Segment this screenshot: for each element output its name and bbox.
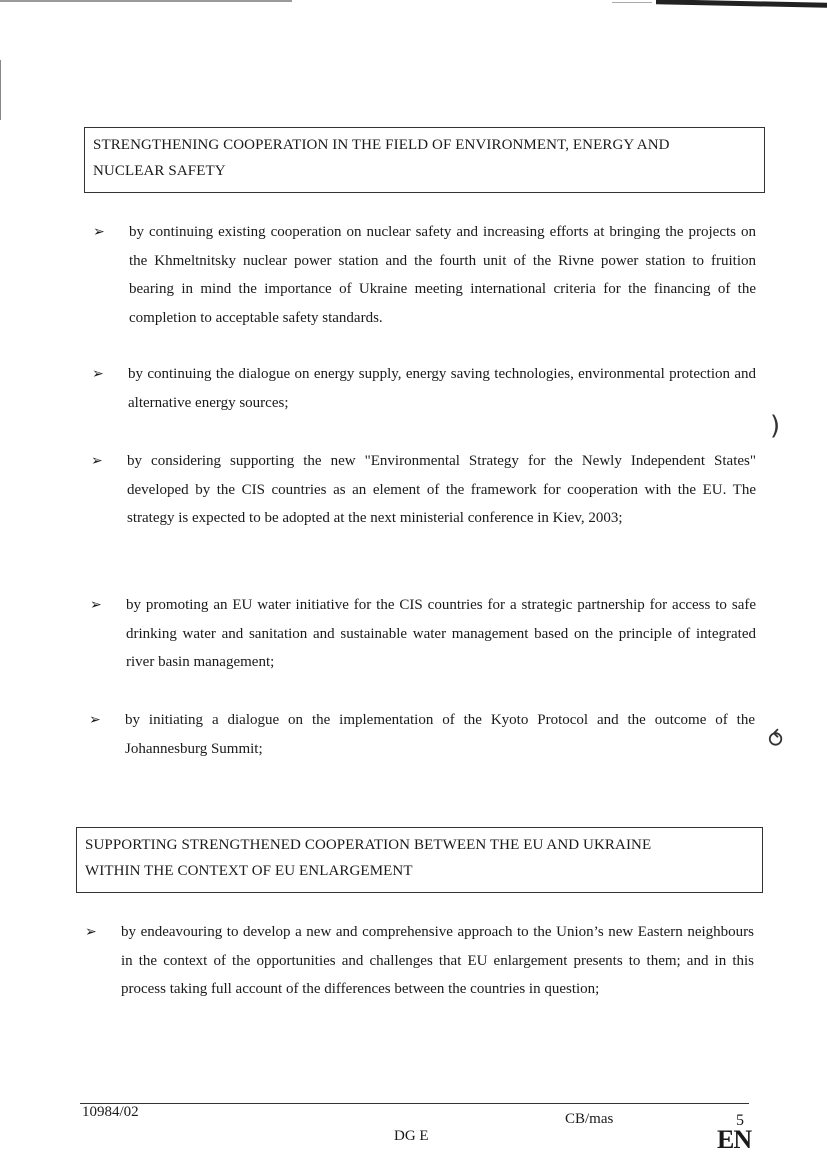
footer-page-number: 5 [736, 1112, 744, 1129]
section-heading-eu-ukraine [76, 827, 763, 893]
arrowhead-bullet-icon: ➢ [91, 453, 103, 469]
list-item-text: by promoting an EU water initiative for the CIS countries for a strategic partnership for access to safe drinking water and sanitation and sustainable water management based on the principle of integrated river basin management; [126, 597, 756, 670]
footer-department: DG E [394, 1128, 429, 1144]
section-heading-line: STRENGTHENING COOPERATION IN THE FIELD OF ENVIRONMENT, ENERGY AND [93, 137, 670, 153]
arrowhead-bullet-icon: ➢ [89, 712, 101, 728]
list-item [85, 918, 754, 1004]
arrowhead-bullet-icon: ➢ [92, 366, 104, 382]
handwritten-mark-icon: ⥀ [768, 728, 784, 753]
list-item-text: by continuing existing cooperation on nuclear safety and increasing efforts at bringing the projects on the Khmeltnitsky nuclear power station and the fourth unit of the Rivne power station to fruition bearing in mind the importance of Ukraine meeting international criteria for the financing of the completion to acceptable safety standards. [129, 224, 756, 326]
footer-initials: CB/mas [565, 1111, 614, 1127]
section-heading-line: NUCLEAR SAFETY [93, 163, 226, 179]
handwritten-mark-icon: ) [770, 411, 781, 441]
footer-language-code: EN [717, 1125, 752, 1154]
list-item-text: by considering supporting the new "Environmental Strategy for the Newly Independent States" developed by the CIS countries as an element of the framework for cooperation with the EU. The strategy is expected to be adopted at the next ministerial conference in Kiev, 2003; [127, 453, 756, 526]
footer-divider [80, 1103, 749, 1104]
list-item-text: by endeavouring to develop a new and comprehensive approach to the Union’s new Eastern neighbours in the context of the opportunities and challenges that EU enlargement presents to them; and in this process taking full account of the differences between the countries in question; [121, 924, 754, 997]
scan-artifact-top-right-thin [612, 2, 652, 3]
list-item [91, 447, 756, 533]
list-item-text: by continuing the dialogue on energy supply, energy saving technologies, environmental protection and alternative energy sources; [128, 366, 756, 411]
section-heading-line: WITHIN THE CONTEXT OF EU ENLARGEMENT [85, 863, 413, 879]
list-item [93, 218, 756, 332]
scan-artifact-top-right [656, 0, 827, 8]
list-item [92, 360, 756, 417]
arrowhead-bullet-icon: ➢ [93, 224, 105, 240]
arrowhead-bullet-icon: ➢ [85, 924, 97, 940]
section-heading-line: SUPPORTING STRENGTHENED COOPERATION BETWEEN THE EU AND UKRAINE [85, 837, 652, 853]
list-item-text: by initiating a dialogue on the implementation of the Kyoto Protocol and the outcome of the Johannesburg Summit; [125, 712, 755, 757]
section-heading-environment-energy [84, 127, 765, 193]
scan-artifact-top-left [0, 0, 292, 2]
list-item [89, 706, 755, 763]
arrowhead-bullet-icon: ➢ [90, 597, 102, 613]
footer-document-number: 10984/02 [82, 1104, 139, 1120]
scan-artifact-left-edge [0, 60, 1, 120]
list-item [90, 591, 756, 677]
